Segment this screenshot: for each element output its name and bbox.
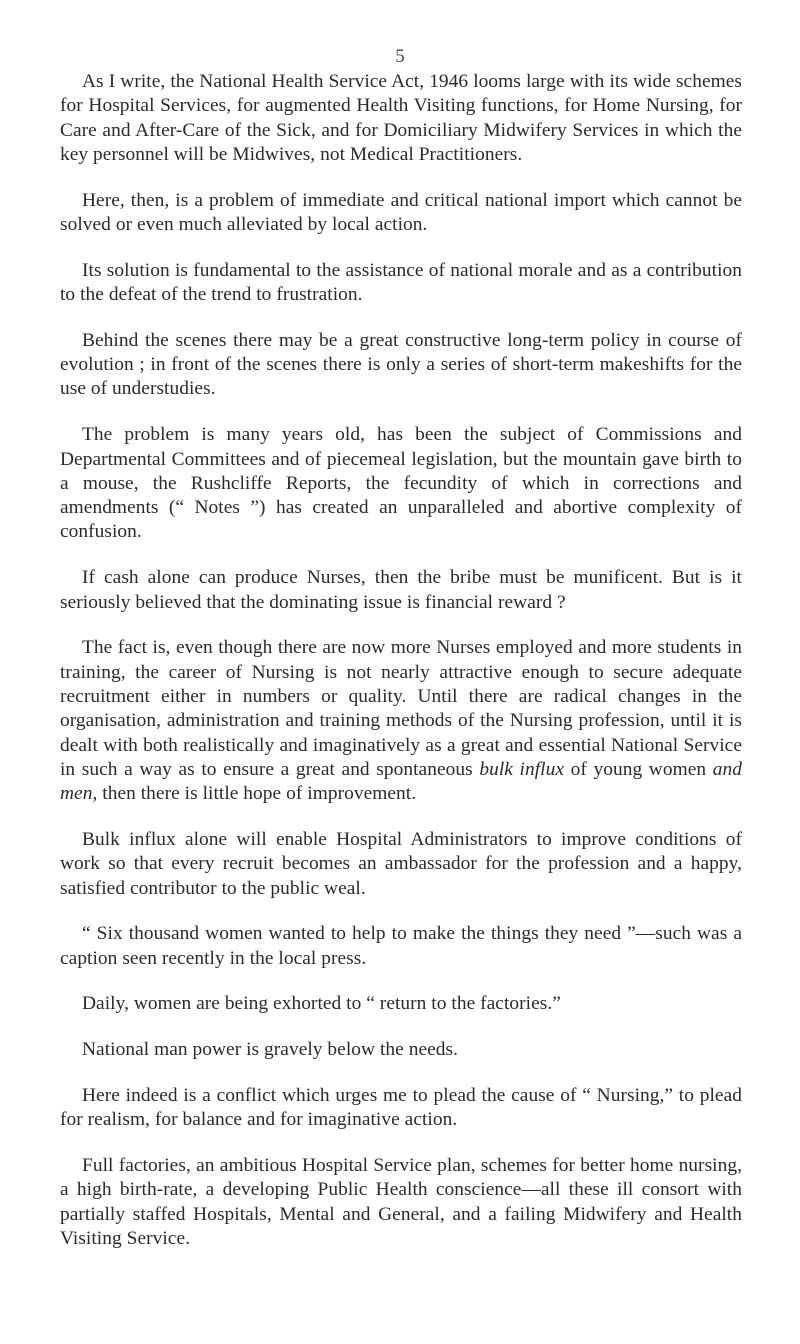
emphasis-and-men: and men, — [60, 758, 742, 805]
paragraph-solution: Its solution is fundamental to the assistance of national morale and as a contribution to the defeat of the trend to frustration. — [60, 259, 742, 306]
paragraph-full-factories: Full factories, an ambitious Hospital Service plan, schemes for better home nursing, a high birth-rate, a developing Public Health conscience—all these ill consort with partially staffed Hospitals, Mental and General, and a failing Midwifery and Health Visiting Service. — [60, 1155, 742, 1249]
paragraph-cash: If cash alone can produce Nurses, then the bribe must be munificent. But is it seriously believed that the dominating issue is financial reward ? — [60, 567, 742, 613]
paragraph-man-power: National man power is gravely below the needs. — [82, 1039, 458, 1061]
paragraph-national-problem: Here, then, is a problem of immediate and critical national import which cannot be solved or even much alleviated by local action. — [60, 189, 742, 235]
paragraph-recruitment — [60, 636, 742, 806]
paragraph-rushcliffe: The problem is many years old, has been the subject of Commissions and Departmental Committees and of piecemeal legislation, but the mountain gave birth to a mouse, the Rushcliffe Reports, the fecundity of which in corrections and amendments (“ Notes ”) has created an unparalleled and abortive complexity of confusion. — [60, 424, 742, 543]
page-number: 5 — [395, 46, 405, 67]
paragraph-conflict: Here indeed is a conflict which urges me to plead the cause of “ Nursing,” to plead for realism, for balance and for imaginative action. — [60, 1085, 742, 1131]
recruitment-text-start: The fact is, even though there are now more Nurses employed and more students in training, the career of Nursing is not nearly attractive enough to secure adequate recruitment either in numbers or quality. Until there are radical changes in the organisation, administration and training methods of the Nursing profession, until it is dealt with both realistically and imaginatively as a great and essential National Service in such a way as to ensure a great and spontaneous — [60, 637, 742, 780]
emphasis-bulk-influx: bulk influx — [479, 758, 564, 780]
paragraph-bulk-influx: Bulk influx alone will enable Hospital Administrators to improve conditions of work so that every recruit becomes an ambassador for the profession and a happy, satisfied contributor to the public weal. — [60, 828, 742, 899]
paragraph-behind-scenes: Behind the scenes there may be a great constructive long-term policy in course of evolution ; in front of the scenes there is only a series of short-term makeshifts for the use of understudies. — [60, 329, 742, 400]
body-text — [60, 70, 742, 1273]
paragraph-six-thousand: “ Six thousand women wanted to help to make the things they need ”—such was a caption seen recently in the local press. — [60, 923, 742, 969]
recruitment-text-end: then there is little hope of improvement. — [97, 783, 417, 805]
paragraph-factories: Daily, women are being exhorted to “ return to the factories.” — [82, 993, 561, 1015]
paragraph-nhs-act: As I write, the National Health Service Act, 1946 looms large with its wide schemes for Hospital Services, for augmented Health Visiting functions, for Home Nursing, for Care and After-Care of the Sick, and for Domiciliary Midwifery Services in which the key personnel will be Midwives, not Medical Practitioners. — [60, 71, 742, 165]
recruitment-text-middle: of young women — [563, 758, 713, 780]
